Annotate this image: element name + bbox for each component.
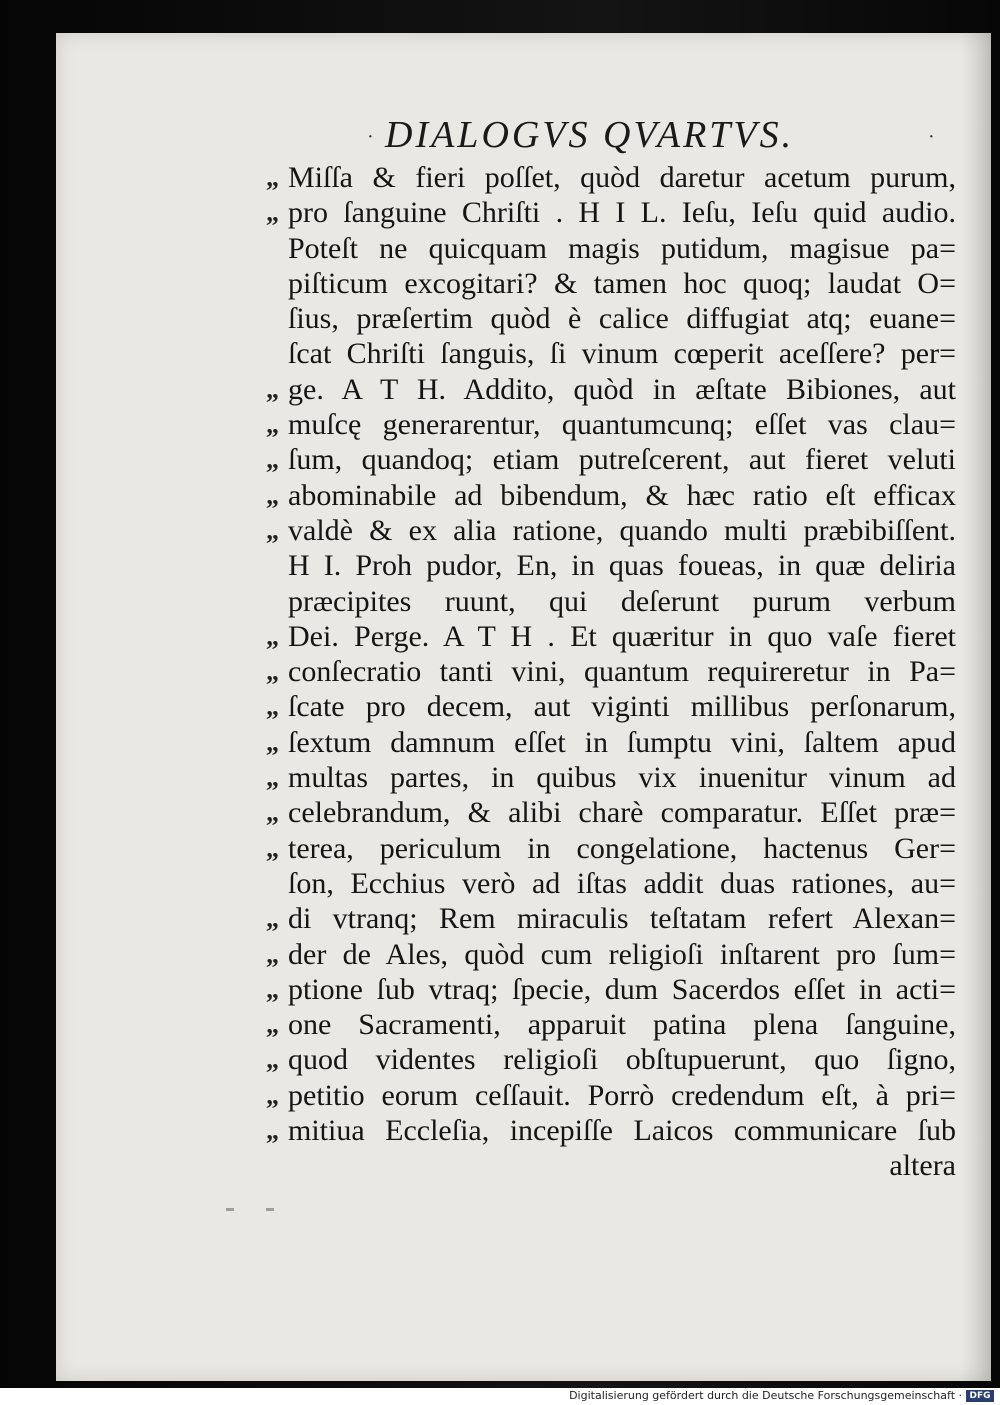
- text-line: [266, 513, 956, 548]
- line-text: muſcę generarentur, quantumcunq; eſſet vas clau=: [288, 408, 956, 442]
- text-line: [288, 584, 956, 619]
- line-text: di vtranq; Rem miraculis teſtatam refert Alexan=: [288, 902, 956, 936]
- text-line: [266, 478, 956, 513]
- quotation-marker: „: [266, 445, 279, 475]
- line-text: abominabile ad bibendum, & hæc ratio eſt efficax: [288, 478, 956, 512]
- footer-credit: Digitalisierung gefördert durch die Deutsche Forschungsgemeinschaft ·: [569, 1389, 962, 1402]
- text-line: [288, 866, 956, 901]
- ink-speck: [226, 1208, 234, 1211]
- dfg-logo: DFG: [966, 1390, 994, 1402]
- line-text: Dei. Perge. A T H . Et quæritur in quo vaſe fieret: [288, 619, 956, 653]
- text-line: [266, 689, 956, 724]
- text-line: [266, 725, 956, 760]
- line-text: valdè & ex alia ratione, quando multi præbibiſſent.: [288, 513, 956, 547]
- text-line: [266, 937, 956, 972]
- line-text: celebrandum, & alibi charè comparatur. Eſſet præ=: [288, 796, 956, 830]
- quotation-marker: „: [266, 798, 279, 828]
- line-text: ſon, Ecchius verò ad iſtas addit duas rationes, au=: [288, 866, 956, 900]
- running-head: DIALOGVS QVARTVS.: [385, 114, 795, 156]
- text-line: [266, 407, 956, 442]
- quotation-marker: „: [266, 1010, 279, 1040]
- quotation-marker: „: [266, 515, 279, 545]
- line-text: Miſſa & fieri poſſet, quòd daretur acetum purum,: [288, 161, 956, 194]
- body-text: [266, 160, 956, 1184]
- quotation-marker: „: [266, 974, 279, 1004]
- line-text: conſecratio tanti vini, quantum requireretur in Pa=: [288, 655, 956, 689]
- line-text: quod videntes religioſi obſtupuerunt, quo ſigno,: [288, 1043, 956, 1077]
- catchword: altera: [889, 1149, 956, 1183]
- line-text: ſcat Chriſti ſanguis, ſi vinum cœperit aceſſere? per=: [288, 337, 956, 371]
- ink-speck: [266, 1208, 274, 1211]
- text-line: [266, 442, 956, 477]
- quotation-marker: „: [266, 1116, 279, 1146]
- text-line: [266, 160, 956, 195]
- text-line: [288, 301, 956, 336]
- quotation-marker: „: [266, 410, 279, 440]
- line-text: H I. Proh pudor, En, in quas foueas, in quæ deliria: [288, 549, 956, 583]
- text-line: [266, 972, 956, 1007]
- text-line: [288, 548, 956, 583]
- head-ornament-dot: ·: [928, 126, 935, 148]
- text-line: [266, 1078, 956, 1113]
- quotation-marker: „: [266, 1045, 279, 1075]
- text-line: [266, 901, 956, 936]
- text-line: [266, 760, 956, 795]
- line-text: ſextum damnum eſſet in ſumptu vini, ſaltem apud: [288, 725, 956, 759]
- text-line: [288, 336, 956, 371]
- quotation-marker: „: [266, 198, 279, 228]
- line-text: præcipites ruunt, qui deſerunt purum verbum: [288, 584, 956, 618]
- page-edge-shadow: [961, 33, 991, 1381]
- text-line: [266, 1113, 956, 1148]
- line-text: mitiua Eccleſia, incepiſſe Laicos communicare ſub: [288, 1114, 956, 1148]
- text-line: [266, 831, 956, 866]
- quotation-marker: „: [266, 833, 279, 863]
- text-line: [266, 195, 956, 230]
- quotation-marker: „: [266, 939, 279, 969]
- text-line: [288, 266, 956, 301]
- quotation-marker: „: [266, 657, 279, 687]
- line-text: der de Ales, quòd cum religioſi inſtarent pro ſum=: [288, 937, 956, 971]
- line-text: ſcate pro decem, aut viginti millibus perſonarum,: [288, 690, 956, 724]
- line-text: ſum, quandoq; etiam putreſcerent, aut fieret veluti: [288, 443, 956, 477]
- digitization-footer: [0, 1388, 1000, 1405]
- quotation-marker: „: [266, 480, 279, 510]
- line-text: petitio eorum ceſſauit. Porrò credendum eſt, à pri=: [288, 1078, 956, 1112]
- quotation-marker: „: [266, 374, 279, 404]
- text-line: [266, 372, 956, 407]
- quotation-marker: „: [266, 727, 279, 757]
- quotation-marker: „: [266, 904, 279, 934]
- line-text: Poteſt ne quicquam magis putidum, magisue pa=: [288, 231, 956, 265]
- line-text: piſticum excogitari? & tamen hoc quoq; laudat O=: [288, 266, 956, 300]
- line-text: multas partes, in quibus vix inuenitur vinum ad: [288, 761, 956, 795]
- line-text: pro ſanguine Chriſti . H I L. Ieſu, Ieſu quid audio.: [288, 196, 956, 230]
- text-line: [266, 1042, 956, 1077]
- text-line: [266, 795, 956, 830]
- line-text: ptione ſub vtraq; ſpecie, dum Sacerdos eſſet in acti=: [288, 972, 956, 1006]
- quotation-marker: „: [266, 692, 279, 722]
- text-line: [266, 1007, 956, 1042]
- line-text: ge. A T H. Addito, quòd in æſtate Bibiones, aut: [288, 372, 956, 406]
- text-line: [288, 231, 956, 266]
- quotation-marker: „: [266, 621, 279, 651]
- line-text: one Sacramenti, apparuit patina plena ſanguine,: [288, 1008, 956, 1042]
- text-line: [266, 619, 956, 654]
- quotation-marker: „: [266, 163, 279, 192]
- quotation-marker: „: [266, 1080, 279, 1110]
- quotation-marker: „: [266, 763, 279, 793]
- head-ornament-dot: ·: [367, 126, 374, 148]
- line-text: ſius, præſertim quòd è calice diffugiat atq; euane=: [288, 302, 956, 336]
- text-line: [266, 654, 956, 689]
- line-text: terea, periculum in congelatione, hactenus Ger=: [288, 831, 956, 865]
